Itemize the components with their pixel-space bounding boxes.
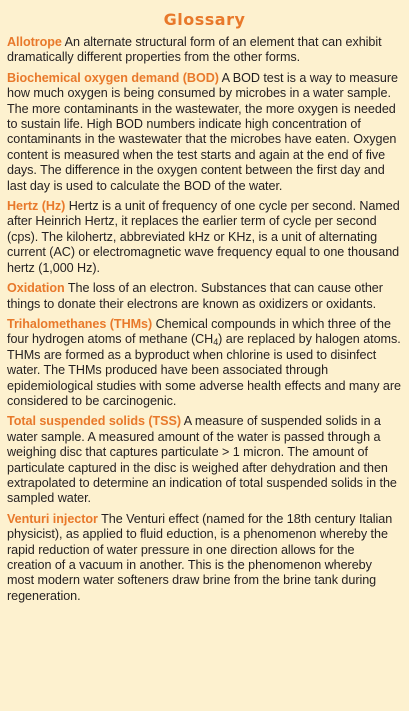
subscript: 4 [213,337,219,348]
glossary-definition: A BOD test is a way to measure how much oxygen is being consumed by microbes in a water sample. The more contaminants in the wastewater, the more oxygen is needed to sustain life. High BOD numbers indicate high concentration of contaminants in the wastewater that the microbes have eaten. Oxygen content is measured when the test starts and again at the end of five days. The difference in the oxygen content between the first day and last day is used to calculate the BOD of the water. [7,70,398,193]
glossary-term: Allotrope [7,35,62,49]
glossary-term: Total suspended solids (TSS) [7,414,181,429]
glossary-definition-part: Chemical compounds in which three of the four hydrogen atoms of methane (CH [7,316,391,347]
glossary-term: Oxidation [7,281,65,296]
glossary-term: Trihalomethanes (THMs) [7,316,153,331]
glossary-term: Biochemical oxygen demand (BOD) [7,70,219,85]
glossary-entry-venturi [7,512,402,604]
glossary-definition: A measure of suspended solids in a water sample. A measured amount of the water is passed through a weighing disc that captures particulate > 1 micron. The amount of particulate captured in the disc is weighed after dehydration and then extrapolated to determine an indication of total suspended solids in the sampled water. [7,414,397,506]
glossary-entry-hertz [7,199,402,276]
glossary-definition-part: ) are replaced by halogen atoms. THMs are formed as a byproduct when chlorine is used to disinfect water. The THMs produced have been associated through epidemiological studies with some adverse health effects and many are considered to be carcinogenic. [7,332,401,408]
glossary-definition: Hertz is a unit of frequency of one cycle per second. Named after Heinrich Hertz, it replaces the earlier term of cycle per second (cps). The kilohertz, abbreviated kHz or KHz, is a unit of alternating current (AC) or electromagnetic wave frequency equal to one thousand hertz (1,000 Hz). [7,199,400,275]
glossary-definition: The loss of an electron. Substances that can cause other things to donate their electrons are known as oxidizers or oxidants. [7,281,383,311]
glossary-term: Hertz (Hz) [7,199,66,214]
glossary-entry-allotrope [7,35,402,66]
glossary-entry-bod [7,71,402,194]
glossary-definition: An alternate structural form of an element that can exhibit dramatically different properties from the other forms. [7,35,382,65]
glossary-entry-oxidation [7,281,402,312]
glossary-entry-thms [7,317,402,409]
glossary-definition: The Venturi effect (named for the 18th century Italian physicist), as applied to fluid eduction, is a phenomenon whereby the rapid reduction of water pressure in one direction allows for the creation of a vacuum in another. This is the phenomenon whereby most modern water softeners draw brine from the brine tank during regeneration. [7,511,393,603]
glossary-entry-tss [7,414,402,506]
glossary-term: Venturi injector [7,511,98,526]
glossary-title: Glossary [163,10,246,29]
